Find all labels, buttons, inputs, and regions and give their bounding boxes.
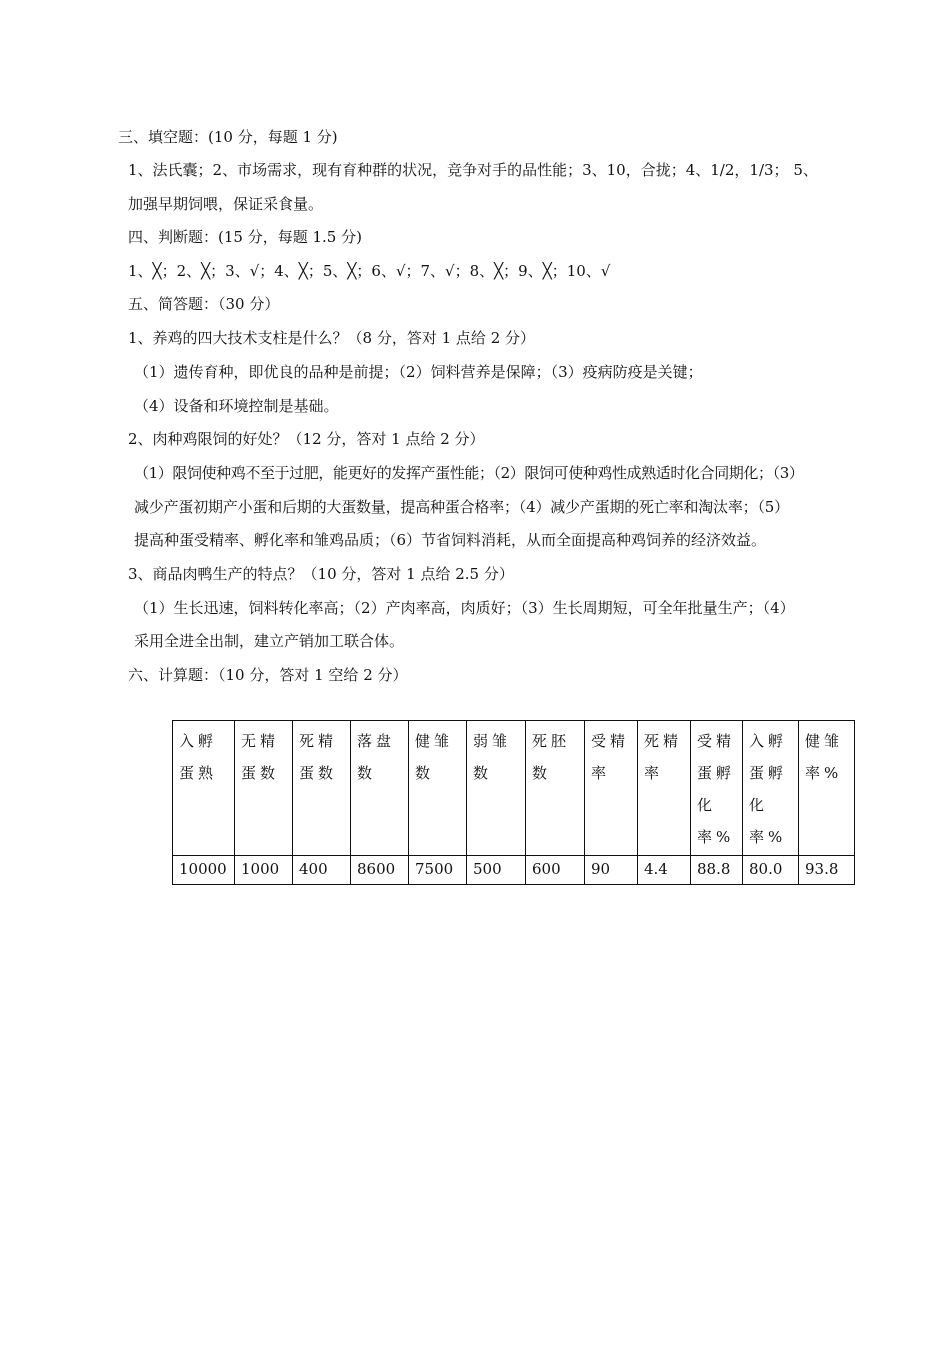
header-cell: 落盘数 — [351, 721, 409, 856]
header-cell: 受精率 — [585, 721, 638, 856]
table-header-row — [173, 721, 855, 856]
value-cell: 1000 — [235, 856, 293, 885]
q2-answer-line-1: （1）限饲使种鸡不至于过肥，能更好的发挥产蛋性能；（2）限饲可使种鸡性成熟适时化合同期化；（3） — [134, 464, 804, 482]
q3-question: 3、商品肉鸭生产的特点？（10 分，答对 1 点给 2.5 分） — [128, 565, 514, 583]
header-cell: 健雏数 — [409, 721, 467, 856]
header-cell: 死精率 — [638, 721, 691, 856]
value-cell: 7500 — [409, 856, 467, 885]
value-cell: 10000 — [173, 856, 235, 885]
section6-heading: 六、计算题：（10 分，答对 1 空给 2 分） — [128, 666, 408, 684]
value-cell: 88.8 — [691, 856, 743, 885]
section3-answer-line-2: 加强早期饲喂，保证采食量。 — [128, 195, 324, 213]
q2-answer-line-2: 减少产蛋初期产小蛋和后期的大蛋数量，提高种蛋合格率；（4）减少产蛋期的死亡率和淘汰率；（5） — [134, 498, 789, 516]
value-cell: 400 — [293, 856, 351, 885]
q2-answer-line-3: 提高种蛋受精率、孵化率和雏鸡品质；（6）节省饲料消耗，从而全面提高种鸡饲养的经济效益。 — [134, 531, 767, 549]
header-cell: 弱雏数 — [467, 721, 526, 856]
value-cell: 90 — [585, 856, 638, 885]
section4-heading: 四、判断题：(15 分，每题 1.5 分) — [128, 228, 362, 246]
header-cell: 无精蛋数 — [235, 721, 293, 856]
hatching-calculation-table — [172, 720, 855, 885]
section5-heading: 五、简答题：（30 分） — [128, 295, 280, 313]
section4-answers: 1、╳；2、╳；3、√；4、╳；5、╳；6、√；7、√；8、╳；9、╳；10、√ — [128, 262, 611, 280]
q1-answer-line-2: （4）设备和环境控制是基础。 — [134, 397, 339, 415]
section3-answer-line-1: 1、法氏囊；2、市场需求，现有育种群的状况，竞争对手的品性能；3、10，合拢；4、1/2，1/3； 5、 — [128, 161, 818, 179]
header-cell: 死精蛋数 — [293, 721, 351, 856]
q1-question: 1、养鸡的四大技术支柱是什么？（8 分，答对 1 点给 2 分） — [128, 329, 536, 347]
section3-heading: 三、填空题：(10 分，每题 1 分) — [118, 128, 338, 146]
header-cell: 死胚数 — [526, 721, 585, 856]
header-cell: 健雏率% — [799, 721, 855, 856]
value-cell: 600 — [526, 856, 585, 885]
value-cell: 8600 — [351, 856, 409, 885]
header-cell: 入孵蛋孵化率% — [743, 721, 799, 856]
value-cell: 80.0 — [743, 856, 799, 885]
q3-answer-line-1: （1）生长迅速，饲料转化率高；（2）产肉率高，肉质好；（3）生长周期短，可全年批量生产；（4） — [134, 599, 795, 617]
q1-answer-line-1: （1）遗传育种，即优良的品种是前提；（2）饲料营养是保障；（3）疫病防疫是关键； — [134, 363, 703, 381]
q2-question: 2、肉种鸡限饲的好处？（12 分，答对 1 点给 2 分） — [128, 430, 485, 448]
table-row — [173, 856, 855, 885]
value-cell: 500 — [467, 856, 526, 885]
q3-answer-line-2: 采用全进全出制，建立产销加工联合体。 — [134, 632, 405, 650]
header-cell: 受精蛋孵化率% — [691, 721, 743, 856]
header-cell: 入孵蛋熟 — [173, 721, 235, 856]
value-cell: 93.8 — [799, 856, 855, 885]
value-cell: 4.4 — [638, 856, 691, 885]
